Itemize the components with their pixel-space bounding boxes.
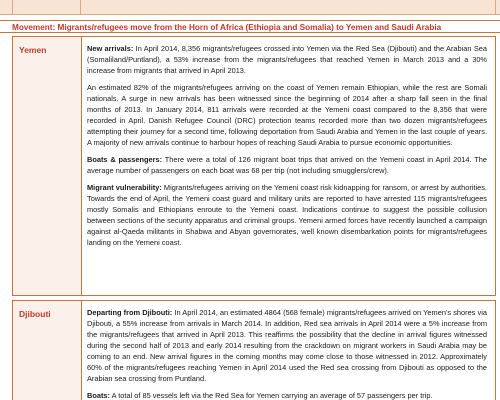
paragraph-text: In April 2014, an estimated 4864 (568 female) migrants/refugees arrived on Yemen's shores via Djibouti, a 55% increase from arrivals in March 2014. In addition, Red sea arrivals in April 2014 were a 5% increase from the migrants/refugees that arrived in April 2013. This reaffirms the possibility that the decline in arrival figures witnessed during the second half of 2013 and early 2014 resulting from the crackdown on migrant workers in Saudi Arabia may be coming to an end. New arrival figures in the coming months may come close to those witnessed in 2012. Approximately 60% of the migrants/refugees reaching Yemen in April 2014 used the Red sea crossing from Djibouti as opposed to the Arabian sea crossing from Puntland.: [87, 308, 487, 383]
paragraph-text: An estimated 82% of the migrants/refugees arriving on the coast of Yemen remain Ethiopian, while the rest are Somali nationals. A surge in new arrivals has been witnessed since the beginning of 2014 after a sharp fall seen in the final months of 2013. In January 2014, 811 arrivals were recorded at the Yemeni coast compared to the 8,356 that were recorded in April. Danish Refugee Council (DRC) protection teams recorded more than two dozen migrants/refugees attempting their journey for a second time, following deportation from Saudi Arabia and Yemen in the last couple of years. A majority of new arrivals continue to harbour hopes of reaching Saudi Arabia to pursue economic opportunities.: [87, 83, 487, 147]
yemen-content: [87, 43, 487, 254]
paragraph-new-arrivals: [87, 43, 487, 76]
paragraph-text: There were a total of 126 migrant boat trips that arrived on the Yemeni coast in April 2014. The average number of passengers on each boat was 68 per trip (not including smugglers/crew).: [87, 155, 487, 175]
paragraph-lead: New arrivals:: [87, 44, 134, 53]
table-row-yemen: [12, 36, 496, 296]
paragraph-migrant-vulnerability: [87, 182, 487, 248]
table-divider: [12, 0, 13, 14]
paragraph-departing-djibouti: [87, 307, 487, 384]
paragraph-lead: Migrant vulnerability:: [87, 183, 162, 192]
movement-label: Movement:: [12, 23, 56, 32]
paragraph-boats: [87, 390, 487, 400]
paragraph-text: A total of 85 vessels left via the Red Sea for Yemen carrying an average of 57 passengers per trip.: [111, 391, 433, 400]
table-divider: [80, 0, 81, 14]
table-divider: [495, 0, 496, 14]
country-name: Yemen: [19, 45, 47, 55]
movement-text: Migrants/refugees move from the Horn of Africa (Ethiopia and Somalia) to Yemen and Saudi Arabia: [57, 23, 442, 32]
table-header-strip: [0, 0, 500, 15]
djibouti-content: [87, 307, 487, 400]
paragraph-lead: Departing from Djibouti:: [87, 308, 173, 317]
table-row-djibouti: [12, 300, 496, 400]
country-table: [12, 36, 496, 400]
paragraph-lead: Boats:: [87, 391, 110, 400]
country-name: Djibouti: [19, 309, 51, 319]
paragraph-text: In April 2014, 8,356 migrants/refugees crossed into Yemen via the Red Sea (Djibouti) and the Arabian Sea (Somaliland/Puntland), a 53% increase from the migrants/refugees that reached Yemen in March 2013 and a 30% increase from migrants that arrived in April 2013.: [87, 44, 487, 75]
paragraph-boats-passengers: [87, 154, 487, 176]
paragraph-text: Migrants/refugees arriving on the Yemeni coast risk kidnapping for ransom, or arrest by authorities. Towards the end of April, the Yemeni coast guard and military units are reported to have arrested 115 migrants/refugees mostly Somalis and Ethiopians enroute to the Yemeni coast. Indications continue to suggest the possible collusion between sections of the security apparatus and criminal groups. Yemeni armed forces have recently launched a campaign against al-Qaeda militants in Shabwa and Abyan governorates, well known disembarkation points for migrants/refugees landing on the Yemeni coast.: [87, 183, 487, 247]
country-cell: [13, 37, 82, 295]
movement-header: [0, 20, 500, 33]
paragraph-nationalities: [87, 82, 487, 148]
paragraph-lead: Boats & passengers:: [87, 155, 163, 164]
